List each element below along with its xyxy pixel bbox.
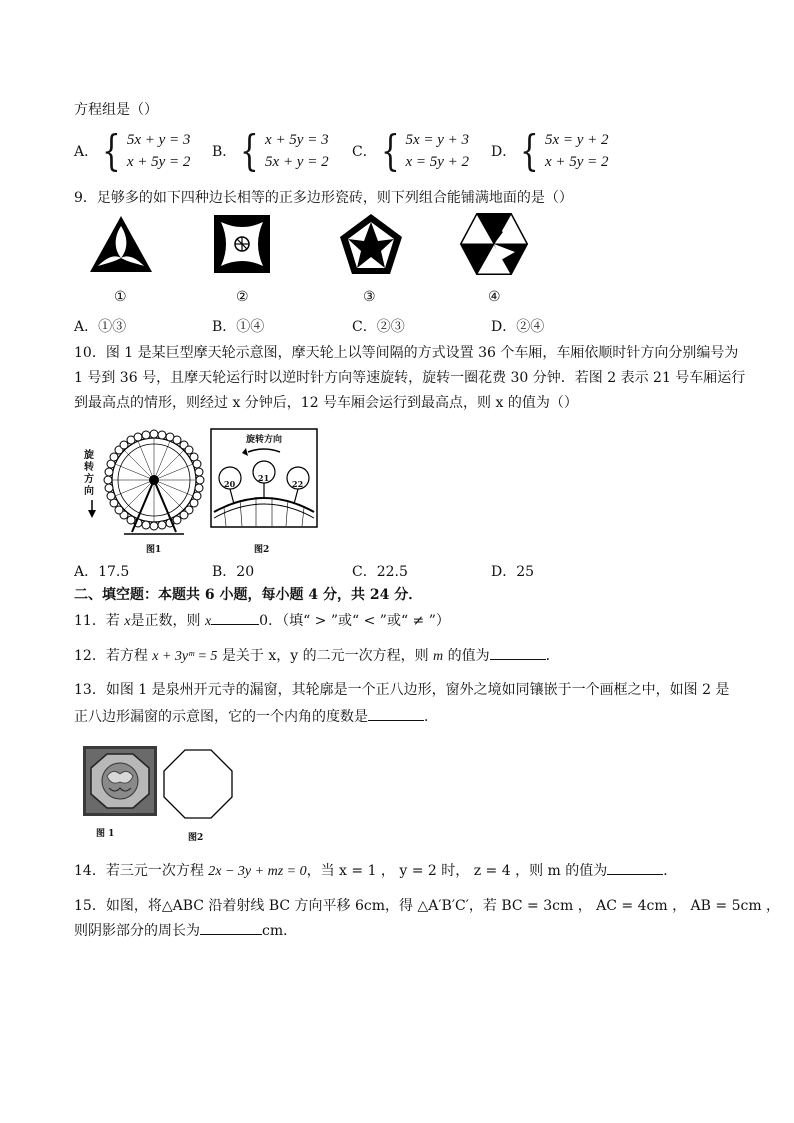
fig2-rotation-title: 旋转方向 [246,435,283,445]
option-label: A． [74,144,99,160]
q11 [74,610,450,632]
ferris-wheel-drawing [78,428,206,540]
q14-text-end: ． [663,863,678,879]
tile-pentagon-figure [338,212,404,276]
q15-line-1: 15．如图，将△ABC 沿着射线 BC 方向平移 6cm，得 △A′B′C′，若 BC = 3cm ， AC = 4cm ， AB = 5cm ， [74,898,781,914]
q9-option-c: C．②③ [352,319,405,335]
q12-text-before: 12．若方程 [74,648,153,664]
fig2-caption: 图2 [254,545,270,555]
equation: 5x + y = 3 [126,132,191,148]
window-photo-caption: 图 1 [96,829,115,839]
q11-text-mid: 是正数，则 [130,613,205,629]
left-brace: { [240,126,260,175]
q15-text-end: cm． [262,923,298,939]
q11-text-before: 11．若 [74,613,125,629]
q12-var-m: m [433,649,444,664]
lattice-window-photo [83,746,157,816]
rotation-direction-label: 旋转方向 [84,450,94,497]
q11-var-x2: x [204,614,212,629]
car-label-20: 20 [224,479,236,489]
fig-label-3: ③ [363,289,376,305]
q9-stem: 9．足够多的如下四种边长相等的正多边形瓷砖，则下列组合能铺满地面的是（） [74,190,573,206]
q9-option-b: B．①④ [212,319,265,335]
q8-option-c [352,126,470,175]
fig1-caption: 图1 [146,545,162,555]
option-label: D． [491,144,517,160]
left-brace: { [102,126,121,175]
q12-text-after: 的值为 [443,648,490,664]
octagon-caption: 图2 [188,833,204,843]
q15-text: 则阴影部分的周长为 [74,923,200,939]
q10-line-3: 到最高点的情形，则经过 x 分钟后，12 号车厢会运行到最高点，则 x 的值为（） [74,395,578,411]
q10-line-1: 10．图 1 是某巨型摩天轮示意图，摩天轮上以等间隔的方式设置 36 个车厢，车厢依顺时针方向分别编号为 [74,345,739,361]
answer-blank[interactable] [211,610,259,625]
q12-text-end: ． [545,648,560,664]
equation: 5x = y + 3 [405,132,470,148]
equation: x = 5y + 2 [405,154,470,170]
q13-text: 正八边形漏窗的示意图，它的一个内角的度数是 [74,709,368,725]
q14-text-mid: ，当 x = 1 ， y = 2 时， z = 4 ，则 m 的值为 [306,863,608,879]
ferris-wheel-figure [78,428,206,556]
left-brace: { [520,126,539,175]
answer-blank[interactable] [200,920,262,935]
q14 [74,860,677,882]
fig-label-2: ② [236,289,249,305]
q13-line-1: 13．如图 1 是泉州开元寺的漏窗，其轮廓是一个正八边形，窗外之境如同镶嵌于一个画框之中，如图 2 是 [74,682,730,698]
q13-line-2 [74,706,438,727]
left-brace: { [380,126,400,175]
fig-label-1: ① [114,289,127,305]
q9-option-a: A．①③ [74,319,127,335]
car-label-22: 22 [292,479,304,489]
q14-equation: 2x − 3y + mz = 0 [208,864,307,879]
q8-option-a [74,126,191,175]
option-label: C． [352,144,377,160]
q8-option-d [491,126,609,175]
answer-blank[interactable] [490,645,546,660]
equation: x + 5y = 3 [265,132,329,148]
q8-stem-tail: 方程组是（） [74,102,158,118]
answer-blank[interactable] [607,860,663,875]
q9-option-d: D．②④ [491,319,545,335]
equation: 5x + y = 2 [265,154,329,170]
equation: 5x = y + 2 [544,132,609,148]
q10-line-2: 1 号到 36 号，且摩天轮运行时以逆时针方向等速旋转，旋转一圈花费 30 分钟．若图 2 表示 21 号车厢运行 [74,370,746,386]
section-2-title: 二、填空题：本题共 6 小题，每小题 4 分，共 24 分． [74,587,423,603]
q10-option-d: D．25 [491,564,535,580]
q10-option-b: B．20 [212,564,255,580]
q8-option-b [212,126,329,175]
tile-hexagon-figure [459,212,529,276]
fig-label-4: ④ [488,289,501,305]
option-label: B． [212,144,237,160]
answer-blank[interactable] [368,706,424,721]
octagon-figure [162,748,234,820]
equation: x + 5y = 2 [544,154,609,170]
q14-text-before: 14．若三元一次方程 [74,863,209,879]
q12-equation: x + 3yᵐ = 5 [152,649,218,664]
q11-var-x: x [124,614,131,629]
car-label-21: 21 [258,473,270,483]
q10-option-a: A．17.5 [74,564,130,580]
q11-text-after: 0．（填“ > ”或“ < ”或“ ≠ ”） [259,613,450,629]
q10-option-c: C．22.5 [352,564,408,580]
q12-text-mid: 是关于 x，y 的二元一次方程，则 [217,648,434,664]
top-cars-figure [210,428,318,556]
tile-triangle-figure [88,214,154,276]
q15-line-2 [74,920,297,941]
q12 [74,645,560,667]
tile-square-figure [213,214,271,274]
q13-text-end: ． [424,709,438,725]
equation: x + 5y = 2 [126,154,191,170]
